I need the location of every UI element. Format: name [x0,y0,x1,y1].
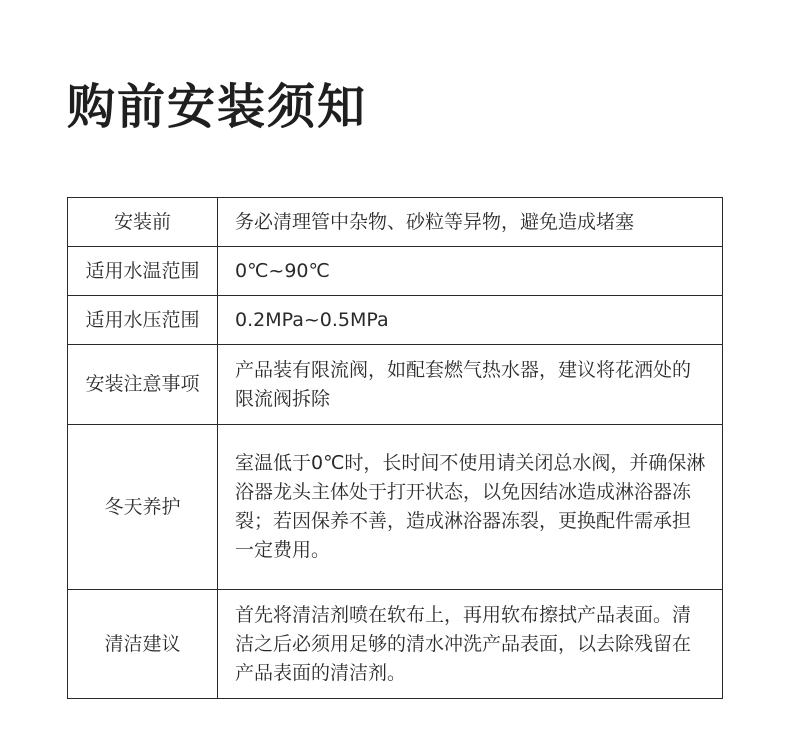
row-value-text: 首先将清洁剂喷在软布上，再用软布擦拭产品表面。清洁之后必须用足够的清水冲洗产品表面，以去除残留在产品表面的清洁剂。 [235,603,692,684]
page-title: 购前安装须知 [67,79,368,135]
row-value-water-temperature [218,247,723,296]
row-label-water-temperature: 适用水温范围 [68,247,218,296]
row-value-before-install [218,198,723,247]
installation-notes-table [67,197,723,699]
row-value-text: 产品装有限流阀，如配套燃气热水器，建议将花洒处的限流阀拆除 [235,358,692,410]
row-label-before-install: 安装前 [68,198,218,247]
table-row [68,425,723,590]
row-value-text: 务必清理管中杂物、砂粒等异物，避免造成堵塞 [235,210,635,233]
table-row [68,345,723,425]
table-row [68,296,723,345]
row-value-water-pressure [218,296,723,345]
row-label-install-notes: 安装注意事项 [68,345,218,425]
row-value-text: 室温低于0℃时，长时间不使用请关闭总水阀，并确保淋浴器龙头主体处于打开状态，以免因结冰造成淋浴器冻裂；若因保养不善，造成淋浴器冻裂，更换配件需承担一定费用。 [235,452,706,561]
row-value-text: 0.2MPa~0.5MPa [235,308,389,331]
row-value-text: 0℃~90℃ [235,259,330,282]
row-label-winter-care: 冬天养护 [68,425,218,590]
row-label-water-pressure: 适用水压范围 [68,296,218,345]
table-row [68,198,723,247]
table-row [68,590,723,699]
table-row [68,247,723,296]
row-label-cleaning-advice: 清洁建议 [68,590,218,699]
row-value-cleaning-advice [218,590,723,699]
row-value-install-notes [218,345,723,425]
row-value-winter-care [218,425,723,590]
